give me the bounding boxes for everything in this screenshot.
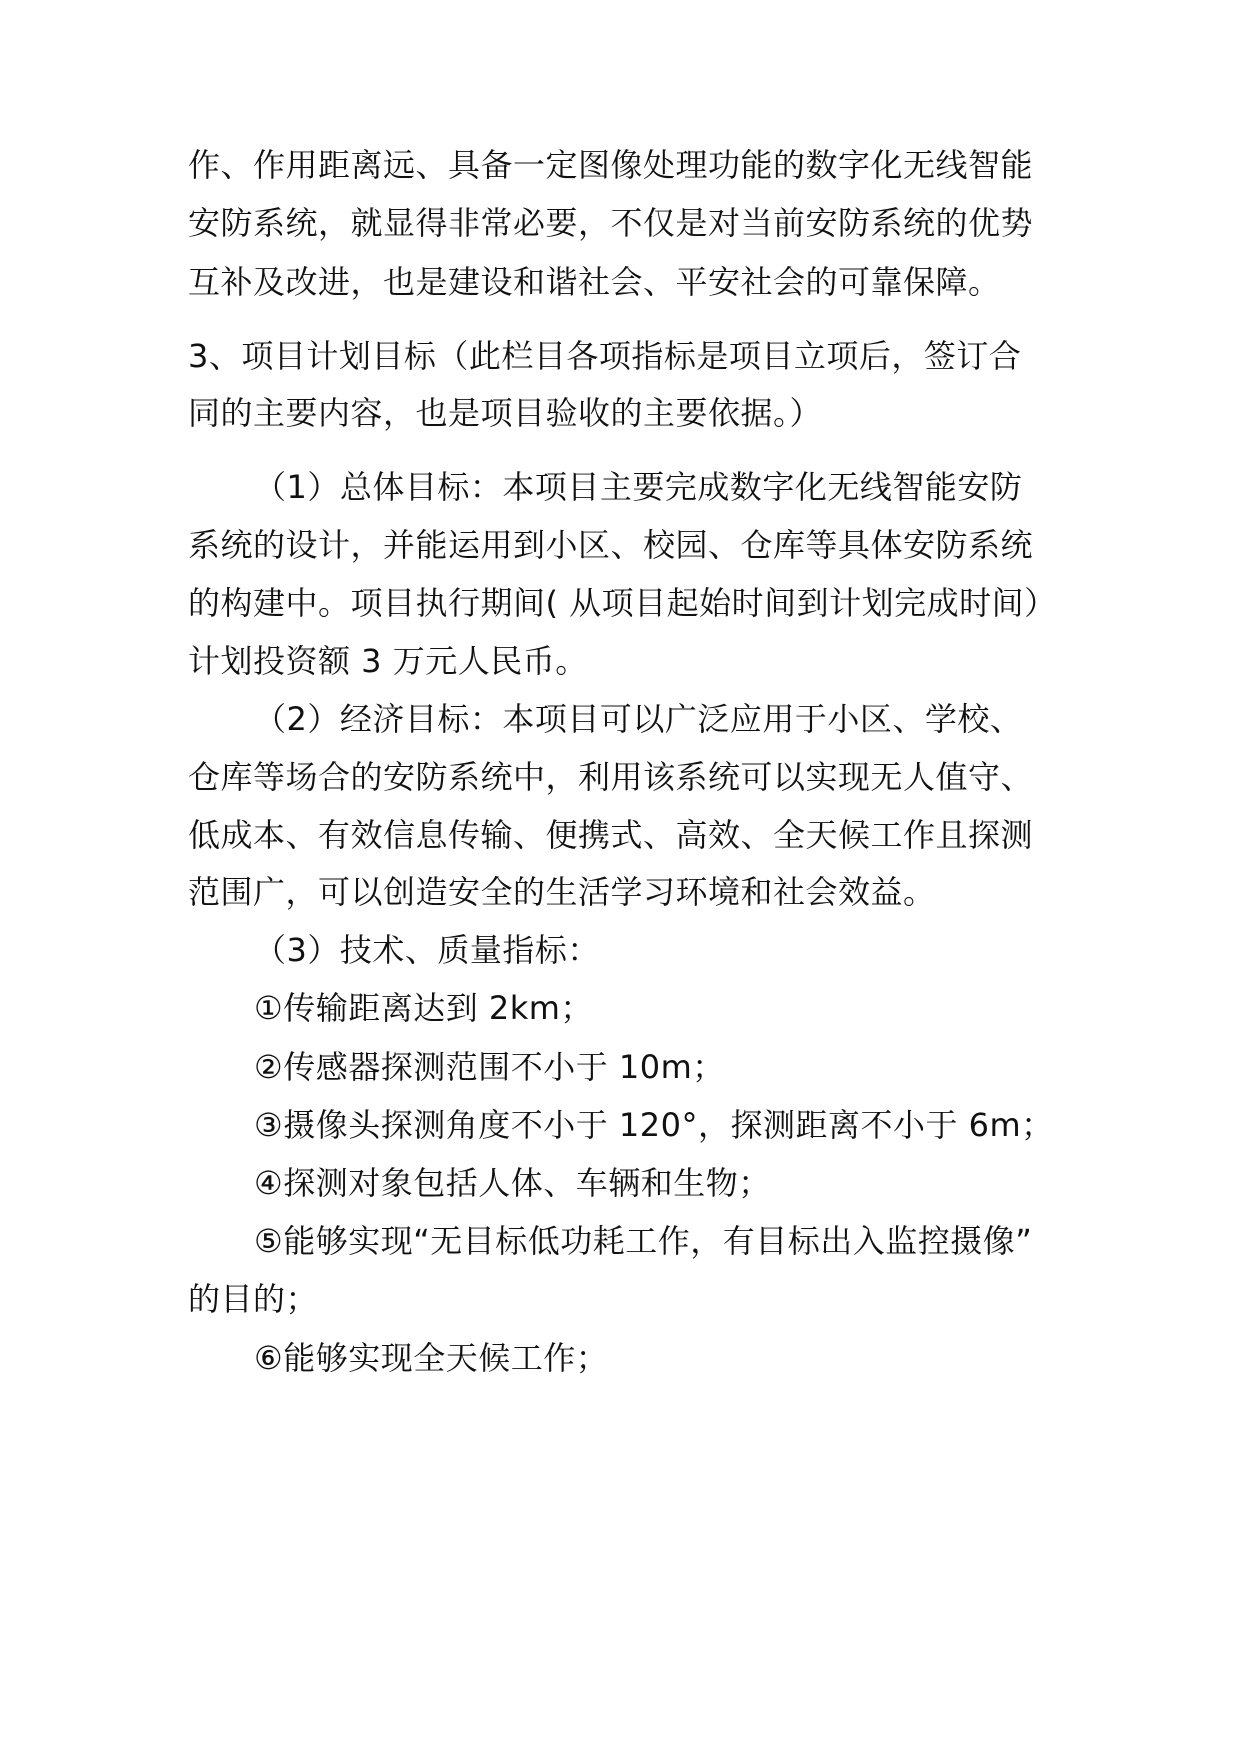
- intro-line-3: 互补及改进，也是建设和谐社会、平安社会的可靠保障。: [188, 263, 1001, 301]
- economic-goal-line-2: 仓库等场合的安防系统中，利用该系统可以实现无人值守、: [188, 758, 1034, 796]
- tech-item-2: ②传感器探测范围不小于 10m；: [254, 1048, 725, 1086]
- economic-goal-line-3: 低成本、有效信息传输、便携式、高效、全天候工作且探测: [188, 816, 1034, 854]
- tech-item-1: ①传输距离达到 2km；: [254, 989, 593, 1027]
- tech-item-5: ⑤能够实现“无目标低功耗工作，有目标出入监控摄像”: [254, 1222, 1033, 1260]
- overall-goal-line-4: 计划投资额 3 万元人民币。: [188, 642, 588, 680]
- tech-item-6: ⑥能够实现全天候工作；: [254, 1339, 609, 1377]
- overall-goal-line-3: 的构建中。项目执行期间( 从项目起始时间到计划完成时间）: [188, 584, 1057, 622]
- intro-line-1: 作、作用距离远、具备一定图像处理功能的数字化无线智能: [188, 146, 1034, 184]
- tech-quality-heading: （3）技术、质量指标：: [254, 931, 600, 969]
- tech-item-3: ③摄像头探测角度不小于 120°，探测距离不小于 6m；: [254, 1106, 1054, 1144]
- tech-item-4: ④探测对象包括人体、车辆和生物；: [254, 1164, 771, 1202]
- tech-item-5-continuation: 的目的；: [188, 1280, 319, 1318]
- section-3-heading-line-2: 同的主要内容，也是项目验收的主要依据。）: [188, 394, 823, 432]
- economic-goal-line-4: 范围广，可以创造安全的生活学习环境和社会效益。: [188, 873, 936, 911]
- overall-goal-line-1: （1）总体目标：本项目主要完成数字化无线智能安防: [254, 468, 1023, 506]
- economic-goal-line-1: （2）经济目标：本项目可以广泛应用于小区、学校、: [254, 700, 1023, 738]
- intro-line-2: 安防系统，就显得非常必要，不仅是对当前安防系统的优势: [188, 204, 1034, 242]
- section-3-heading-line-1: 3、项目计划目标（此栏目各项指标是项目立项后，签订合: [188, 337, 1022, 375]
- overall-goal-line-2: 系统的设计，并能运用到小区、校园、仓库等具体安防系统: [188, 526, 1034, 564]
